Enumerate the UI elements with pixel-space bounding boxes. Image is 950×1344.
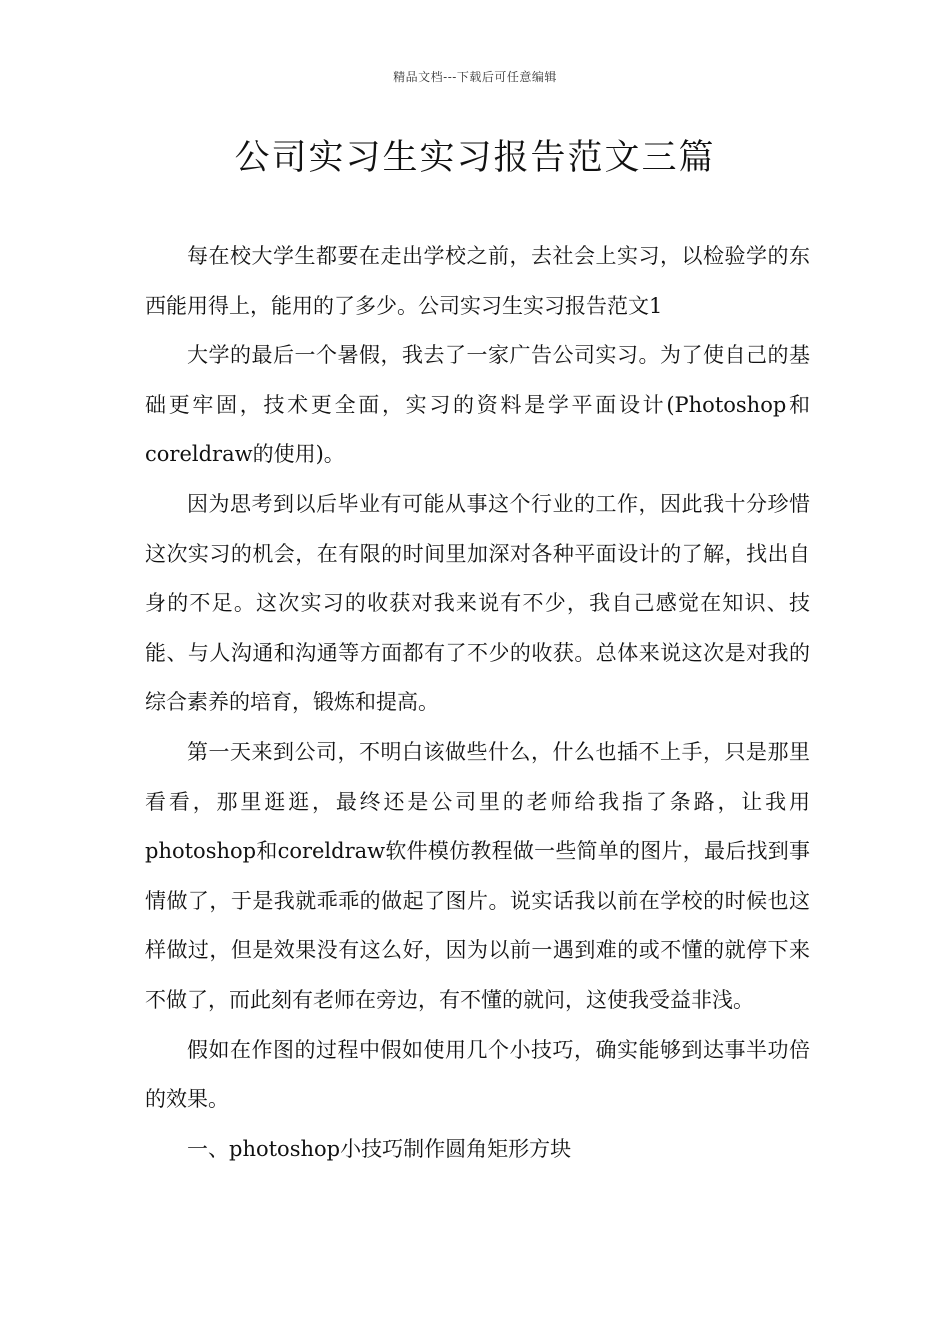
paragraph-summer-internship: 大学的最后一个暑假，我去了一家广告公司实习。为了使自己的基础更牢固，技术更全面，实习的资料是学平面设计(Photoshop和coreldraw的使用)。: [145, 343, 810, 467]
header-note: 精品文档---下载后可任意编辑: [393, 70, 557, 84]
document-body: [145, 232, 810, 1174]
paragraph-intro: 每在校大学生都要在走出学校之前，去社会上实习，以检验学的东西能用得上，能用的了多少。公司实习生实习报告范文1: [145, 244, 810, 318]
document-title: 公司实习生实习报告范文三篇: [234, 138, 716, 178]
paragraph-section-heading: 一、photoshop小技巧制作圆角矩形方块: [187, 1136, 572, 1161]
paragraph-first-day: 第一天来到公司，不明白该做些什么，什么也插不上手，只是那里看看，那里逛逛，最终还是公司里的老师给我指了条路，让我用photoshop和coreldraw软件模仿教程做一些简单的图片，最后找到事情做了，于是我就乖乖的做起了图片。说实话我以前在学校的时候也这样做过，但是效果没有这么好，因为以前一遇到难的或不懂的就停下来不做了，而此刻有老师在旁边，有不懂的就问，这使我受益非浅。: [145, 739, 810, 1012]
paragraph-tips: 假如在作图的过程中假如使用几个小技巧，确实能够到达事半功倍的效果。: [145, 1037, 810, 1112]
paragraph-opportunity: 因为思考到以后毕业有可能从事这个行业的工作，因此我十分珍惜这次实习的机会，在有限的时间里加深对各种平面设计的了解，找出自身的不足。这次实习的收获对我来说有不少，我自己感觉在知识、技能、与人沟通和沟通等方面都有了不少的收获。总体来说这次是对我的综合素养的培育，锻炼和提高。: [145, 491, 810, 715]
